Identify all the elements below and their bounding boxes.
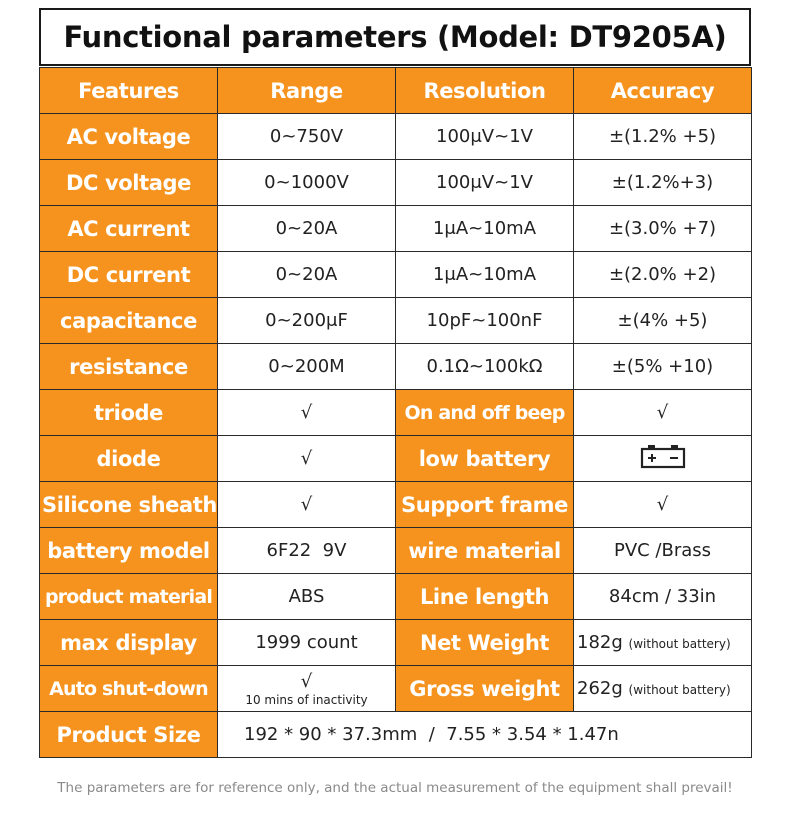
spec-value: √	[218, 390, 396, 436]
table-row	[40, 528, 752, 574]
resolution-value: 0.1Ω~100kΩ	[396, 344, 574, 390]
spec-value: √	[218, 436, 396, 482]
resolution-value: 100μV~1V	[396, 114, 574, 160]
spec-label: On and off beep	[396, 390, 574, 436]
product-size-value: 192 * 90 * 37.3mm / 7.55 * 3.54 * 1.47n	[218, 712, 752, 758]
resolution-value: 1μA~10mA	[396, 252, 574, 298]
header-accuracy: Accuracy	[574, 68, 752, 114]
feature-label: capacitance	[40, 298, 218, 344]
gross-weight-value: 262g	[577, 678, 623, 699]
table-row	[40, 436, 752, 482]
feature-label: AC current	[40, 206, 218, 252]
spec-label: wire material	[396, 528, 574, 574]
product-size-label: Product Size	[40, 712, 218, 758]
spec-value: ABS	[218, 574, 396, 620]
range-value: 0~200μF	[218, 298, 396, 344]
title-box	[39, 8, 751, 66]
feature-label: resistance	[40, 344, 218, 390]
table-row	[40, 160, 752, 206]
spec-value: 6F22 9V	[218, 528, 396, 574]
spec-value	[574, 436, 752, 482]
auto-shutdown-note: 10 mins of inactivity	[245, 692, 368, 707]
header-resolution: Resolution	[396, 68, 574, 114]
spec-label: diode	[40, 436, 218, 482]
table-row	[40, 252, 752, 298]
spec-label: product material	[40, 574, 218, 620]
table-row	[40, 666, 752, 712]
feature-label: DC current	[40, 252, 218, 298]
resolution-value: 10pF~100nF	[396, 298, 574, 344]
spec-label: triode	[40, 390, 218, 436]
accuracy-value: ±(3.0% +7)	[574, 206, 752, 252]
spec-value: √	[574, 390, 752, 436]
accuracy-value: ±(1.2% +5)	[574, 114, 752, 160]
table-row	[40, 712, 752, 758]
accuracy-value: ±(1.2%+3)	[574, 160, 752, 206]
feature-label: DC voltage	[40, 160, 218, 206]
battery-icon	[640, 443, 686, 474]
spec-label: Support frame	[396, 482, 574, 528]
spec-value	[574, 666, 752, 712]
spec-label: battery model	[40, 528, 218, 574]
spec-value: PVC /Brass	[574, 528, 752, 574]
table-row	[40, 390, 752, 436]
spec-label: Silicone sheath	[40, 482, 218, 528]
spec-label: low battery	[396, 436, 574, 482]
range-value: 0~750V	[218, 114, 396, 160]
accuracy-value: ±(5% +10)	[574, 344, 752, 390]
resolution-value: 1μA~10mA	[396, 206, 574, 252]
feature-label: AC voltage	[40, 114, 218, 160]
page-title: Functional parameters (Model: DT9205A)	[63, 20, 727, 54]
net-weight-value: 182g	[577, 632, 623, 653]
range-value: 0~1000V	[218, 160, 396, 206]
header-features: Features	[40, 68, 218, 114]
spec-label: Line length	[396, 574, 574, 620]
spec-value: √	[574, 482, 752, 528]
header-row	[40, 68, 752, 114]
table-row	[40, 206, 752, 252]
spec-table	[39, 67, 752, 758]
auto-shutdown-check: √	[300, 670, 313, 692]
spec-value: 84cm / 33in	[574, 574, 752, 620]
table-row	[40, 344, 752, 390]
table-row	[40, 482, 752, 528]
table-row	[40, 298, 752, 344]
spec-value	[218, 666, 396, 712]
spec-label: Net Weight	[396, 620, 574, 666]
table-row	[40, 574, 752, 620]
table-row	[40, 114, 752, 160]
table-row	[40, 620, 752, 666]
accuracy-value: ±(2.0% +2)	[574, 252, 752, 298]
spec-label: Auto shut-down	[40, 666, 218, 712]
spec-label: Gross weight	[396, 666, 574, 712]
spec-value	[574, 620, 752, 666]
range-value: 0~20A	[218, 206, 396, 252]
spec-value: 1999 count	[218, 620, 396, 666]
range-value: 0~20A	[218, 252, 396, 298]
header-range: Range	[218, 68, 396, 114]
spec-label: max display	[40, 620, 218, 666]
resolution-value: 100μV~1V	[396, 160, 574, 206]
range-value: 0~200M	[218, 344, 396, 390]
accuracy-value: ±(4% +5)	[574, 298, 752, 344]
net-weight-note: (without battery)	[628, 637, 731, 651]
spec-value: √	[218, 482, 396, 528]
gross-weight-note: (without battery)	[628, 683, 731, 697]
footnote: The parameters are for reference only, and the actual measurement of the equipment shall prevail!	[57, 780, 733, 796]
